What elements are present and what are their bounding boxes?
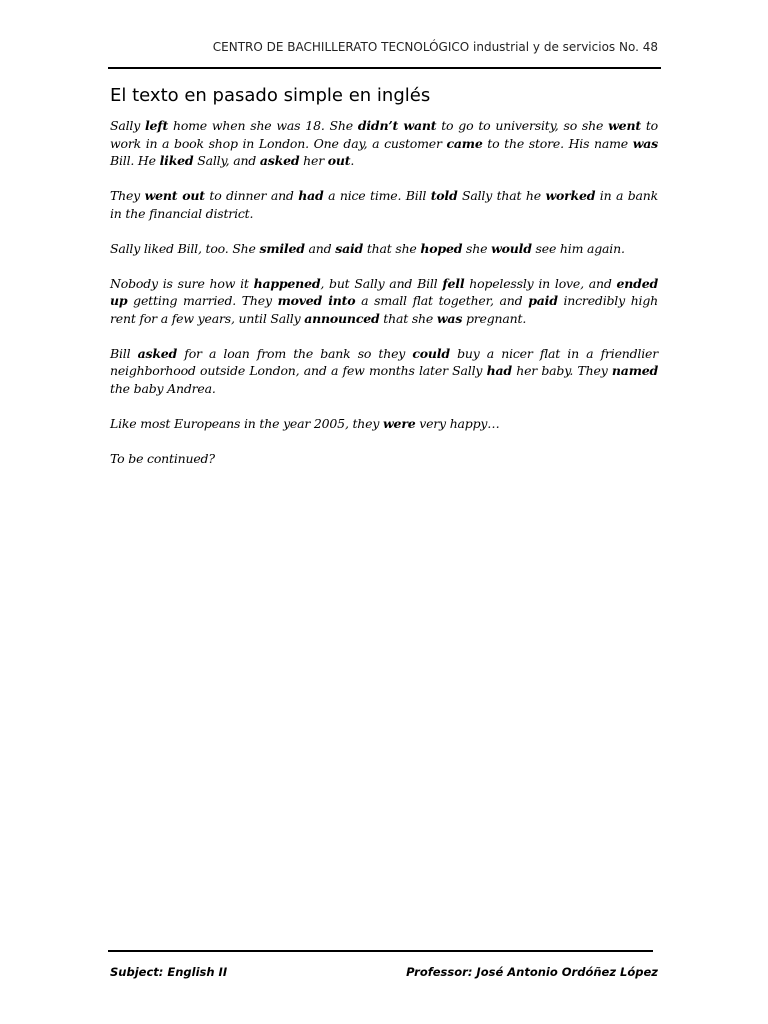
text-run: Sally that he — [457, 188, 546, 203]
text-run: in a bank in the financial district. — [110, 188, 659, 221]
text-run: To be continued? — [110, 450, 215, 466]
text-run: pregnant. — [462, 310, 527, 326]
footer-professor: Professor: José Antonio Ordóñez López — [406, 965, 658, 979]
text-run: see him again. — [531, 240, 625, 256]
text-run: a nice time. Bill — [323, 188, 431, 203]
text-run: , but Sally and Bill — [320, 275, 443, 291]
past-tense-verb: hoped — [420, 240, 463, 256]
past-tense-verb: left — [145, 118, 169, 133]
text-run: Sally liked Bill, too. She — [110, 240, 260, 256]
text-run: . — [350, 153, 355, 168]
text-run: that she — [363, 240, 421, 256]
paragraph-6 — [110, 415, 658, 433]
paragraph-3 — [110, 240, 658, 258]
text-run: to the store. His name — [482, 135, 633, 151]
past-tense-verb: liked — [159, 153, 194, 168]
text-run: a small flat together, and — [355, 293, 529, 308]
text-run: Bill — [110, 345, 138, 361]
past-tense-verb: would — [491, 240, 532, 256]
page-header-institution: CENTRO DE BACHILLERATO TECNOLÓGICO industrial y de servicios No. 48 — [212, 40, 658, 54]
past-tense-verb: told — [430, 188, 458, 203]
text-run: the baby Andrea. — [110, 380, 216, 396]
text-run: Like most Europeans in the year 2005, they — [110, 415, 383, 431]
past-tense-verb: was — [632, 135, 658, 151]
past-tense-verb: asked — [137, 345, 178, 361]
text-run: and — [304, 240, 336, 256]
past-tense-verb: had — [298, 188, 324, 203]
text-run: her baby. They — [511, 363, 612, 378]
document-title: El texto en pasado simple en inglés — [110, 85, 431, 106]
paragraph-1 — [110, 117, 658, 170]
text-run: to go to university, so she — [436, 118, 609, 133]
past-tense-verb: could — [412, 345, 450, 361]
paragraph-2 — [110, 187, 658, 222]
past-tense-verb: paid — [528, 293, 558, 308]
text-run: home when she was 18. She — [168, 118, 358, 133]
text-run: incredibly high rent for a few years, until Sally — [110, 293, 658, 326]
past-tense-verb: went out — [144, 188, 205, 203]
text-run: to dinner and — [204, 188, 299, 203]
footer-divider — [108, 950, 653, 952]
paragraph-5 — [110, 345, 658, 398]
paragraph-7 — [110, 450, 658, 468]
text-run: Sally — [110, 118, 145, 133]
text-run: hopelessly in love, and — [464, 275, 617, 291]
past-tense-verb: happened — [253, 275, 321, 291]
text-run: to work in a book shop in London. One day, a customer — [110, 118, 658, 151]
past-tense-verb: ended up — [110, 275, 658, 308]
past-tense-verb: came — [446, 135, 483, 151]
text-run: getting married. They — [127, 293, 278, 308]
past-tense-verb: asked — [259, 153, 300, 168]
past-tense-verb: moved into — [277, 293, 356, 308]
past-tense-verb: said — [335, 240, 364, 256]
text-run: Bill. He — [110, 153, 160, 168]
past-tense-verb: was — [436, 310, 463, 326]
text-run: Sally, and — [193, 153, 260, 168]
footer-subject: Subject: English II — [110, 965, 228, 979]
past-tense-verb: went — [608, 118, 641, 133]
text-run: for a loan from the bank so they — [177, 345, 413, 361]
past-tense-verb: announced — [304, 310, 380, 326]
past-tense-verb: worked — [545, 188, 596, 203]
past-tense-verb: smiled — [259, 240, 305, 256]
text-run: buy a nicer flat in a friendlier neighborhood outside London, and a few months later Sally — [110, 345, 658, 378]
text-run: Nobody is sure how it — [110, 275, 254, 291]
past-tense-verb: had — [486, 363, 512, 378]
paragraph-4 — [110, 275, 658, 328]
past-tense-verb: didn’t want — [357, 118, 437, 133]
past-tense-verb: named — [611, 363, 659, 378]
document-body — [110, 117, 658, 485]
past-tense-verb: fell — [442, 275, 465, 291]
header-divider — [108, 67, 661, 69]
text-run: that she — [379, 310, 437, 326]
text-run: They — [110, 188, 145, 203]
text-run: she — [462, 240, 492, 256]
text-run: her — [299, 153, 328, 168]
past-tense-verb: out — [327, 153, 351, 168]
past-tense-verb: were — [383, 415, 416, 431]
text-run: very happy… — [415, 415, 500, 431]
